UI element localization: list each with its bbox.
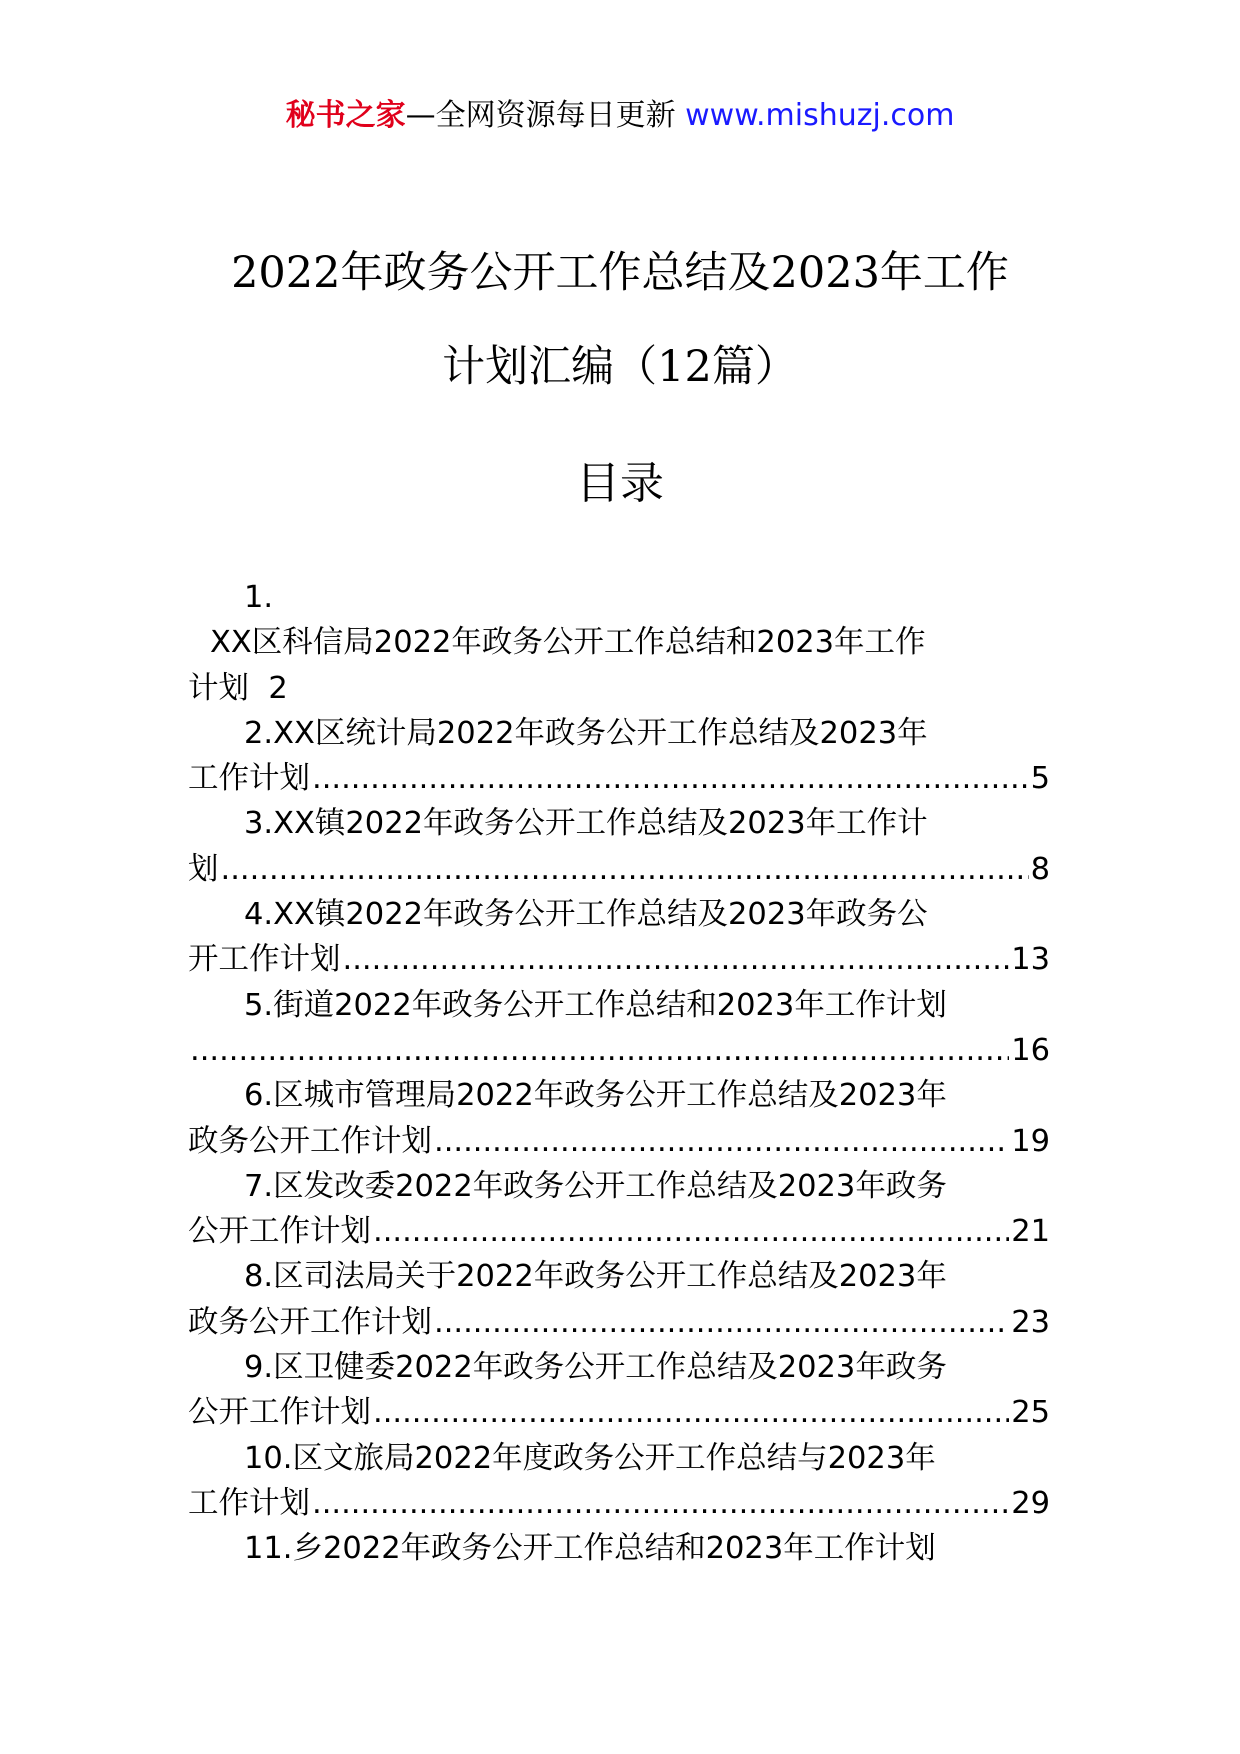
document-title xyxy=(0,226,1240,414)
title-line-2: 计划汇编（12篇） xyxy=(442,342,798,392)
toc-item-9-leader xyxy=(373,1390,1009,1435)
toc-item-9-title-cont: 公开工作计划 xyxy=(188,1395,371,1431)
site-url-link[interactable]: www.mishuzj.com xyxy=(685,98,955,133)
toc-item-10-title: 10.区文旅局2022年度政务公开工作总结与2023年 xyxy=(244,1440,936,1476)
toc-item-10-title-cont: 工作计划 xyxy=(188,1485,310,1521)
toc-item-6-leader xyxy=(434,1119,1009,1164)
toc-item-4-title-cont: 开工作计划 xyxy=(188,942,341,978)
toc-item-11[interactable] xyxy=(188,1526,1050,1571)
toc-item-7-page: 21 xyxy=(1011,1214,1050,1250)
toc-item-3-title-cont: 划 xyxy=(188,851,219,887)
toc-item-6-title: 6.区城市管理局2022年政务公开工作总结及2023年 xyxy=(244,1078,947,1114)
toc-item-1-title-cont: 计划 xyxy=(188,670,249,706)
toc-item-7-title: 7.区发改委2022年政务公开工作总结及2023年政务 xyxy=(244,1168,947,1204)
toc-item-6-title-cont: 政务公开工作计划 xyxy=(188,1123,432,1159)
toc-item-8-title: 8.区司法局关于2022年政务公开工作总结及2023年 xyxy=(244,1259,947,1295)
toc-item-4-leader xyxy=(343,937,1010,982)
toc-item-1[interactable] xyxy=(188,575,1050,711)
toc-item-7-leader xyxy=(373,1209,1009,1254)
toc-item-3[interactable] xyxy=(188,801,1050,892)
toc-item-4[interactable] xyxy=(188,892,1050,983)
toc-item-5-page: 16 xyxy=(1011,1032,1050,1068)
toc-item-7[interactable] xyxy=(188,1164,1050,1255)
site-header xyxy=(0,96,1240,136)
title-line-1: 2022年政务公开工作总结及2023年工作 xyxy=(231,248,1009,298)
toc-heading: 目录 xyxy=(576,458,664,509)
toc-item-5-leader xyxy=(190,1028,1009,1073)
toc-item-10-page: 29 xyxy=(1011,1485,1050,1521)
toc-item-5[interactable] xyxy=(188,983,1050,1074)
toc-item-9-title: 9.区卫健委2022年政务公开工作总结及2023年政务 xyxy=(244,1350,947,1386)
toc-item-2-page: 5 xyxy=(1030,761,1050,797)
toc-item-8-title-cont: 政务公开工作计划 xyxy=(188,1304,432,1340)
toc-item-8-page: 23 xyxy=(1011,1304,1050,1340)
brand-name: 秘书之家 xyxy=(285,98,406,133)
toc-item-3-title: 3.XX镇2022年政务公开工作总结及2023年工作计 xyxy=(244,806,928,842)
toc-item-1-title: XX区科信局2022年政务公开工作总结和2023年工作 xyxy=(210,625,926,661)
toc-item-10-leader xyxy=(312,1481,1009,1526)
toc-item-5-title: 5.街道2022年政务公开工作总结和2023年工作计划 xyxy=(244,987,947,1023)
toc-item-4-page: 13 xyxy=(1011,942,1050,978)
table-of-contents xyxy=(188,575,1050,1572)
toc-item-9[interactable] xyxy=(188,1345,1050,1436)
toc-item-10[interactable] xyxy=(188,1436,1050,1527)
toc-item-3-leader xyxy=(221,847,1029,892)
toc-item-1-page: 2 xyxy=(268,670,288,706)
toc-item-2-title-cont: 工作计划 xyxy=(188,761,310,797)
toc-item-2-title: 2.XX区统计局2022年政务公开工作总结及2023年 xyxy=(244,715,928,751)
toc-item-6-page: 19 xyxy=(1011,1123,1050,1159)
toc-item-11-title: 11.乡2022年政务公开工作总结和2023年工作计划 xyxy=(244,1531,936,1567)
toc-item-8[interactable] xyxy=(188,1254,1050,1345)
toc-item-4-title: 4.XX镇2022年政务公开工作总结及2023年政务公 xyxy=(244,897,928,933)
toc-item-7-title-cont: 公开工作计划 xyxy=(188,1214,371,1250)
toc-item-8-leader xyxy=(434,1300,1009,1345)
toc-item-2-leader xyxy=(312,756,1029,801)
toc-item-1-number: 1. xyxy=(244,580,274,615)
toc-item-3-page: 8 xyxy=(1030,851,1050,887)
toc-item-9-page: 25 xyxy=(1011,1395,1050,1431)
header-tagline: —全网资源每日更新 xyxy=(405,98,676,133)
toc-item-2[interactable] xyxy=(188,711,1050,802)
toc-item-6[interactable] xyxy=(188,1073,1050,1164)
